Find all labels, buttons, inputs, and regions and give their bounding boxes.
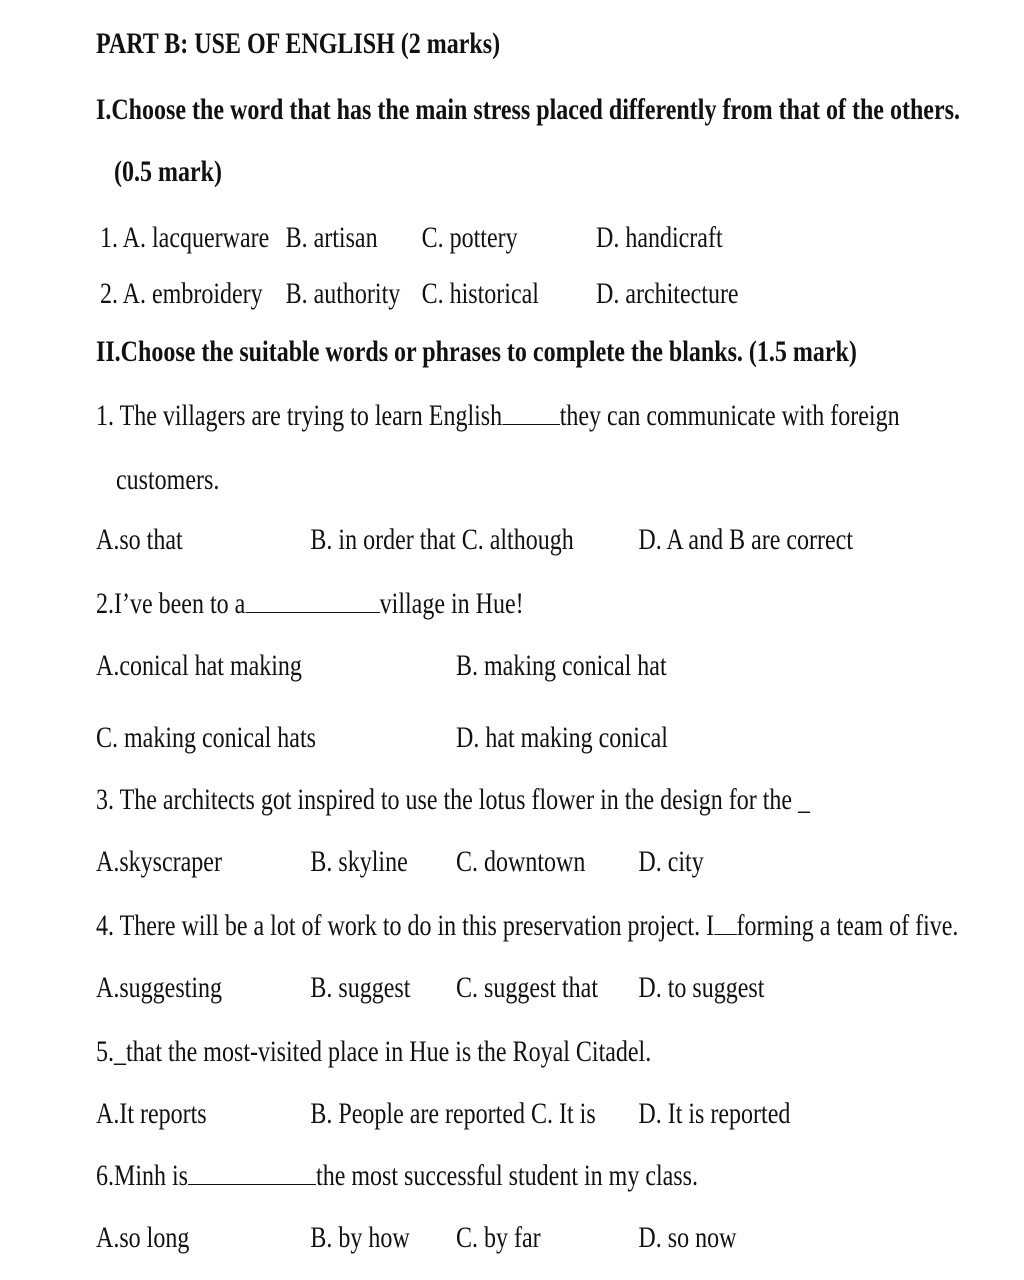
s1-q2-option-a[interactable]: 2. A. embroidery [100,277,263,310]
s2-q3-option-c[interactable]: C. downtown [456,845,586,878]
s2-question-6 [96,1156,698,1196]
s2-q1-text-after: they can communicate with foreign [559,399,900,432]
s2-q5-options [96,1094,790,1134]
s1-q1-option-d[interactable]: D. handicraft [596,221,723,254]
s2-q6-option-d[interactable]: D. so now [638,1221,737,1254]
s1-question-2 [100,274,739,314]
s2-q4-option-d[interactable]: D. to suggest [638,971,765,1004]
s2-q6-text-after: the most successful student in my class. [316,1159,698,1192]
s2-q3-option-d[interactable]: D. city [638,845,704,878]
s2-q6-options [96,1218,736,1258]
section2-heading: II.Choose the suitable words or phrases to complete the blanks. (1.5 mark) [96,335,857,368]
s2-q6-option-b[interactable]: B. by how [310,1221,410,1254]
s2-q4-text-before: 4. There will be a lot of work to do in this preservation project. I [96,909,715,942]
s2-q2-text-after: village in Hue! [379,587,524,620]
part-title: PART B: USE OF ENGLISH (2 marks) [96,27,501,60]
s2-q1-blank[interactable] [502,398,560,425]
s1-q1-option-c[interactable]: C. pottery [421,221,518,254]
s2-q2-option-b[interactable]: B. making conical hat [456,649,667,682]
s2-question-1 [96,396,900,436]
section1-marks: (0.5 mark) [114,155,222,188]
s2-q2-options-row1 [96,646,667,686]
s2-q3-option-a[interactable]: A.skyscraper [96,845,222,878]
s2-question-3: 3. The architects got inspired to use the lotus flower in the design for the _ [96,783,811,816]
s2-question-4 [96,906,958,946]
s2-q6-option-a[interactable]: A.so long [96,1221,190,1254]
s2-q5-option-bc[interactable]: B. People are reported C. It is [310,1097,596,1130]
s2-q1-option-bc[interactable]: B. in order that C. although [310,523,574,556]
s2-q4-options [96,968,764,1008]
s2-q2-blank[interactable] [245,586,379,613]
s2-q5-option-a[interactable]: A.It reports [96,1097,207,1130]
s2-q2-options-row2 [96,718,668,758]
section1-heading: I.Choose the word that has the main stress placed differently from that of the others. [96,93,960,126]
s2-q3-option-b[interactable]: B. skyline [310,845,408,878]
s1-q2-option-d[interactable]: D. architecture [596,277,739,310]
s2-question-5: 5._that the most-visited place in Hue is the Royal Citadel. [96,1035,652,1068]
s2-q4-blank[interactable] [714,908,736,935]
s1-q1-option-a[interactable]: 1. A. lacquerware [100,221,270,254]
s2-q2-option-c[interactable]: C. making conical hats [96,721,316,754]
s2-q4-text-after: forming a team of five. [736,909,959,942]
s2-q2-option-d[interactable]: D. hat making conical [456,721,668,754]
s1-q1-option-b[interactable]: B. artisan [285,221,378,254]
s2-q2-text-before: 2.I’ve been to a [96,587,246,620]
s2-q6-blank[interactable] [188,1158,316,1185]
s2-question-2 [96,584,524,624]
s2-q4-option-c[interactable]: C. suggest that [456,971,598,1004]
s1-question-1 [100,218,723,258]
s2-q2-option-a[interactable]: A.conical hat making [96,649,302,682]
s2-q6-option-c[interactable]: C. by far [456,1221,541,1254]
s2-q1-text-before: 1. The villagers are trying to learn English [96,399,503,432]
s2-q1-options [96,520,853,560]
s2-q4-option-b[interactable]: B. suggest [310,971,411,1004]
s2-q1-option-a[interactable]: A.so that [96,523,183,556]
s2-q1-continuation: customers. [116,463,220,496]
s2-q3-options [96,842,704,882]
s2-q6-text-before: 6.Minh is [96,1159,189,1192]
s1-q2-option-c[interactable]: C. historical [421,277,539,310]
s2-q5-option-d[interactable]: D. It is reported [638,1097,791,1130]
s2-q4-option-a[interactable]: A.suggesting [96,971,222,1004]
s1-q2-option-b[interactable]: B. authority [285,277,401,310]
s2-q1-option-d[interactable]: D. A and B are correct [638,523,853,556]
